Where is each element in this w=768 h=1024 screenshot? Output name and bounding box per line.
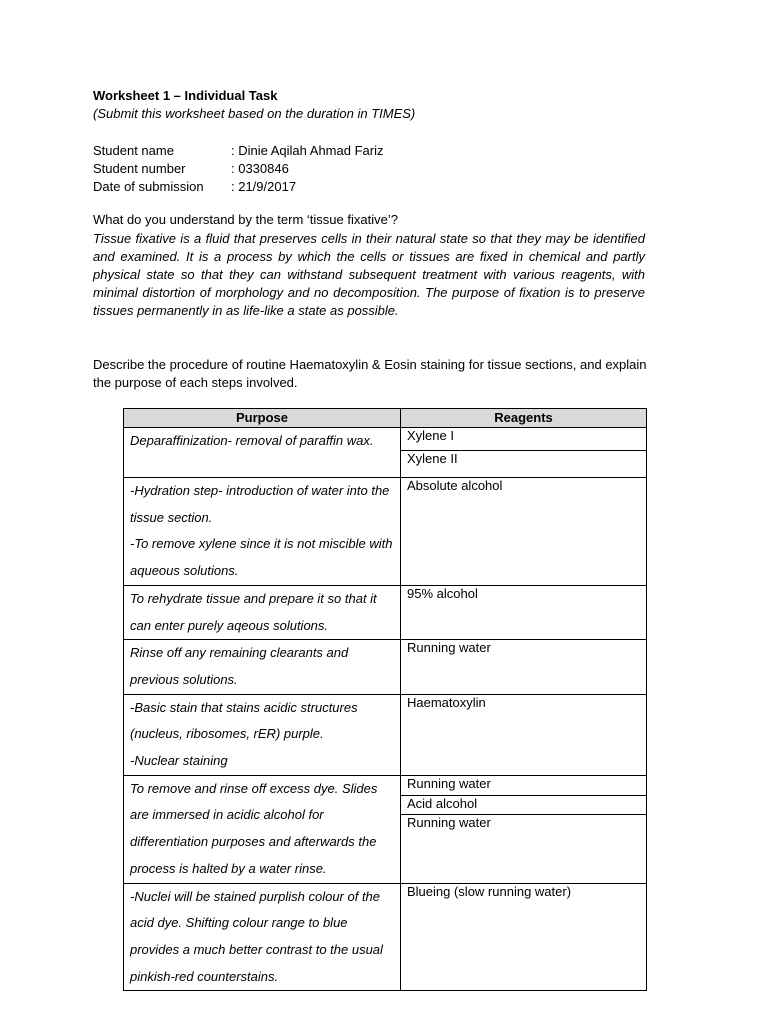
table-row [124,585,647,639]
procedure-table [123,408,647,991]
purpose-cell [124,478,401,586]
table-row [124,478,647,586]
purpose-cell: -Nuclei will be stained purplish colour of the acid dye. Shifting colour range to blue provides a much better contrast to the usual pinkish-red counterstains. [124,883,401,991]
table-row [124,428,647,451]
header-purpose: Purpose [124,409,401,428]
purpose-line: -To remove xylene since it is not miscible with aqueous solutions. [130,536,393,579]
reagent-cell: Haematoxylin [401,694,647,775]
question-2: Describe the procedure of routine Haematoxylin & Eosin staining for tissue sections, and explain the purpose of each steps involved. [93,357,647,390]
reagent-cell: Running water [401,775,647,795]
reagent-cell: 95% alcohol [401,585,647,639]
worksheet-title: Worksheet 1 – Individual Task [93,88,278,103]
reagent-cell: Xylene I [401,428,647,451]
purpose-line: -Nuclear staining [130,753,228,769]
header-reagents: Reagents [401,409,647,428]
student-number-value: : 0330846 [231,161,289,176]
reagent-cell: Blueing (slow running water) [401,883,647,991]
reagent-cell: Absolute alcohol [401,478,647,586]
submission-date-label: Date of submission [93,179,204,194]
table-row [124,883,647,991]
student-info [93,142,383,196]
table-header-row [124,409,647,428]
purpose-line: -Hydration step- introduction of water into the tissue section. [130,483,390,525]
student-number-row [93,160,383,178]
answer-1: Tissue fixative is a fluid that preserves cells in their natural state so that they may be identified and examined. It is a process by which the cells or tissues are fixed in chemical and partly physical state so that they can withstand subsequent treatment with various reagents, with minimal distortion of morphology and no decomposition. The purpose of fixation is to preserve tissues permanently in as life-like a state as possible. [93,231,645,318]
reagent-cell: Running water [401,640,647,694]
purpose-cell: To rehydrate tissue and prepare it so that it can enter purely aqeous solutions. [124,585,401,639]
reagent-cell: Running water [401,815,647,883]
student-number-label: Student number [93,161,186,176]
table-row [124,640,647,694]
student-name-label: Student name [93,143,174,158]
table-row [124,775,647,795]
purpose-cell: Rinse off any remaining clearants and previous solutions. [124,640,401,694]
purpose-cell [124,694,401,775]
table-row [124,694,647,775]
reagent-cell: Acid alcohol [401,795,647,815]
worksheet-subtitle: (Submit this worksheet based on the duration in TIMES) [93,106,416,121]
purpose-cell: To remove and rinse off excess dye. Slides are immersed in acidic alcohol for differentiation purposes and afterwards the process is halted by a water rinse. [124,775,401,883]
question-1: What do you understand by the term ‘tissue fixative’? [93,212,398,227]
submission-date-value: : 21/9/2017 [231,179,297,194]
student-name-value: : Dinie Aqilah Ahmad Fariz [231,143,384,158]
submission-date-row [93,178,383,196]
purpose-cell: Deparaffinization- removal of paraffin wax. [124,428,401,478]
reagent-cell: Xylene II [401,451,647,478]
student-name-row [93,142,383,160]
purpose-line: -Basic stain that stains acidic structures (nucleus, ribosomes, rER) purple. [130,699,358,742]
